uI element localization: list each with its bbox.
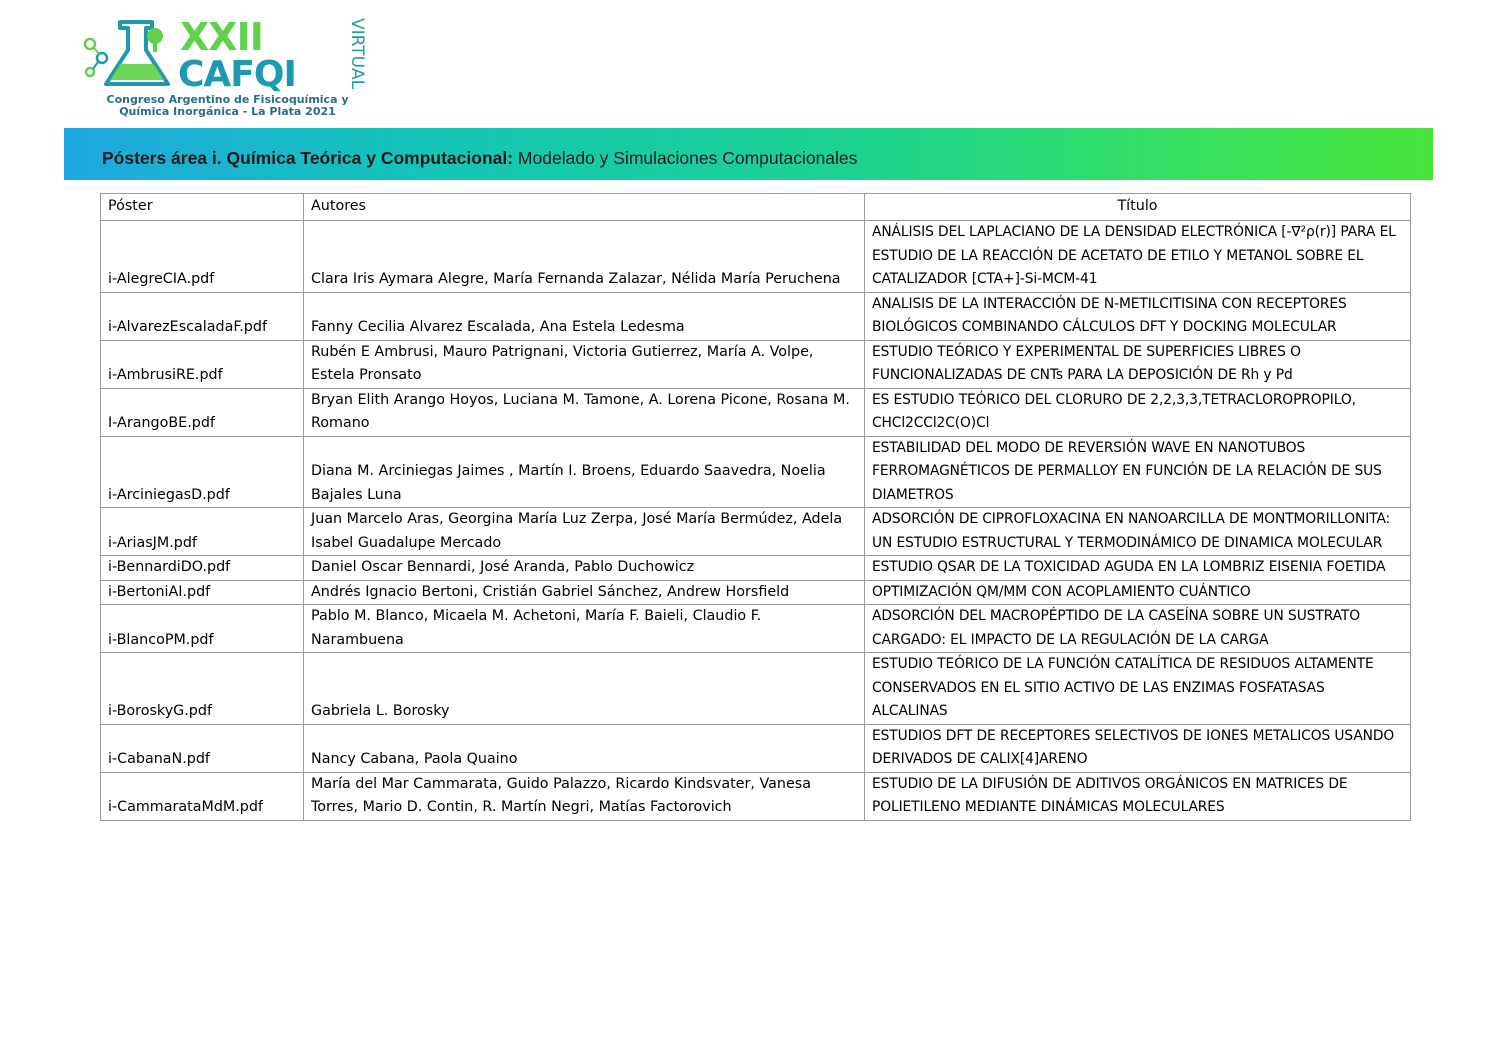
poster-authors: Clara Iris Aymara Alegre, María Fernanda Zalazar, Nélida María Peruchena bbox=[304, 221, 865, 293]
poster-title: ANALISIS DE LA INTERACCIÓN DE N-METILCITISINA CON RECEPTORES BIOLÓGICOS COMBINANDO CÁLCULOS DFT Y DOCKING MOLECULAR bbox=[865, 292, 1411, 340]
table-row bbox=[101, 605, 1411, 653]
section-title-bold: Pósters área i. Química Teórica y Computacional: bbox=[102, 148, 514, 168]
poster-title: ES ESTUDIO TEÓRICO DEL CLORURO DE 2,2,3,3,TETRACLOROPROPILO, CHCl2CCl2C(O)Cl bbox=[865, 388, 1411, 436]
poster-file-link[interactable]: i-AmbrusiRE.pdf bbox=[101, 340, 304, 388]
molecule-node bbox=[86, 68, 94, 76]
table-row bbox=[101, 508, 1411, 556]
flask-logo-icon bbox=[80, 14, 380, 94]
table-row bbox=[101, 772, 1411, 820]
event-subtitle bbox=[80, 94, 375, 118]
poster-authors: Fanny Cecilia Alvarez Escalada, Ana Estela Ledesma bbox=[304, 292, 865, 340]
molecule-node bbox=[85, 39, 95, 49]
poster-authors: Diana M. Arciniegas Jaimes , Martín I. Broens, Eduardo Saavedra, Noelia Bajales Luna bbox=[304, 436, 865, 508]
event-subtitle-line: Química Inorgánica - La Plata 2021 bbox=[119, 105, 336, 118]
header-authors: Autores bbox=[304, 194, 865, 221]
poster-file-link[interactable]: I-ArangoBE.pdf bbox=[101, 388, 304, 436]
poster-title: OPTIMIZACIÓN QM/MM CON ACOPLAMIENTO CUÁNTICO bbox=[865, 580, 1411, 605]
poster-file-link[interactable]: i-BlancoPM.pdf bbox=[101, 605, 304, 653]
poster-title: ANÁLISIS DEL LAPLACIANO DE LA DENSIDAD ELECTRÓNICA [-∇²ρ(r)] PARA EL ESTUDIO DE LA REACCIÓN DE ACETATO DE ETILO Y METANOL SOBRE EL CATALIZADOR [CTA+]-Si-MCM-41 bbox=[865, 221, 1411, 293]
poster-title: ESTUDIO QSAR DE LA TOXICIDAD AGUDA EN LA LOMBRIZ EISENIA FOETIDA bbox=[865, 556, 1411, 581]
poster-file-link[interactable]: i-AlvarezEscaladaF.pdf bbox=[101, 292, 304, 340]
poster-authors: Daniel Oscar Bennardi, José Aranda, Pablo Duchowicz bbox=[304, 556, 865, 581]
table-row bbox=[101, 724, 1411, 772]
header-poster: Póster bbox=[101, 194, 304, 221]
header-title: Título bbox=[865, 194, 1411, 221]
roman-numeral: XXII bbox=[180, 15, 263, 59]
posters-table bbox=[100, 193, 1411, 821]
poster-authors: Bryan Elith Arango Hoyos, Luciana M. Tamone, A. Lorena Picone, Rosana M. Romano bbox=[304, 388, 865, 436]
poster-title: ESTUDIOS DFT DE RECEPTORES SELECTIVOS DE IONES METALICOS USANDO DERIVADOS DE CALIX[4]ARENO bbox=[865, 724, 1411, 772]
poster-file-link[interactable]: i-CammarataMdM.pdf bbox=[101, 772, 304, 820]
event-name: CAFQI bbox=[178, 54, 296, 94]
table-row bbox=[101, 580, 1411, 605]
poster-authors: Gabriela L. Borosky bbox=[304, 653, 865, 725]
section-banner bbox=[64, 128, 1433, 180]
table-row bbox=[101, 388, 1411, 436]
poster-file-link[interactable]: i-BoroskyG.pdf bbox=[101, 653, 304, 725]
poster-file-link[interactable]: i-BennardiDO.pdf bbox=[101, 556, 304, 581]
poster-authors: María del Mar Cammarata, Guido Palazzo, Ricardo Kindsvater, Vanesa Torres, Mario D. Contin, R. Martín Negri, Matías Factorovich bbox=[304, 772, 865, 820]
poster-authors: Nancy Cabana, Paola Quaino bbox=[304, 724, 865, 772]
poster-authors: Andrés Ignacio Bertoni, Cristián Gabriel Sánchez, Andrew Horsfield bbox=[304, 580, 865, 605]
poster-authors: Pablo M. Blanco, Micaela M. Achetoni, María F. Baieli, Claudio F. Narambuena bbox=[304, 605, 865, 653]
poster-title: ESTUDIO TEÓRICO DE LA FUNCIÓN CATALÍTICA DE RESIDUOS ALTAMENTE CONSERVADOS EN EL SITIO ACTIVO DE LAS ENZIMAS FOSFATASAS ALCALINAS bbox=[865, 653, 1411, 725]
molecule-node bbox=[97, 53, 107, 63]
poster-title: ADSORCIÓN DEL MACROPÉPTIDO DE LA CASEÍNA SOBRE UN SUSTRATO CARGADO: EL IMPACTO DE LA REGULACIÓN DE LA CARGA bbox=[865, 605, 1411, 653]
table-row bbox=[101, 436, 1411, 508]
poster-title: ESTUDIO TEÓRICO Y EXPERIMENTAL DE SUPERFICIES LIBRES O FUNCIONALIZADAS DE CNTs PARA LA DEPOSICIÓN DE Rh y Pd bbox=[865, 340, 1411, 388]
table-row bbox=[101, 556, 1411, 581]
section-title bbox=[102, 148, 857, 169]
poster-title: ESTABILIDAD DEL MODO DE REVERSIÓN WAVE EN NANOTUBOS FERROMAGNÉTICOS DE PERMALLOY EN FUNCIÓN DE LA RELACIÓN DE SUS DIAMETROS bbox=[865, 436, 1411, 508]
poster-title: ESTUDIO DE LA DIFUSIÓN DE ADITIVOS ORGÁNICOS EN MATRICES DE POLIETILENO MEDIANTE DINÁMICAS MOLECULARES bbox=[865, 772, 1411, 820]
section-title-rest: Modelado y Simulaciones Computacionales bbox=[513, 148, 858, 168]
poster-file-link[interactable]: i-ArciniegasD.pdf bbox=[101, 436, 304, 508]
event-logo bbox=[80, 14, 380, 124]
table-row bbox=[101, 653, 1411, 725]
table-row bbox=[101, 340, 1411, 388]
table-header-row bbox=[101, 194, 1411, 221]
poster-file-link[interactable]: i-AriasJM.pdf bbox=[101, 508, 304, 556]
poster-title: ADSORCIÓN DE CIPROFLOXACINA EN NANOARCILLA DE MONTMORILLONITA: UN ESTUDIO ESTRUCTURAL Y TERMODINÁMICO DE DINAMICA MOLECULAR bbox=[865, 508, 1411, 556]
event-subtitle-line: Congreso Argentino de Fisicoquímica y bbox=[106, 93, 349, 106]
table-row bbox=[101, 221, 1411, 293]
poster-file-link[interactable]: i-CabanaN.pdf bbox=[101, 724, 304, 772]
virtual-label: VIRTUAL bbox=[347, 18, 367, 90]
table-row bbox=[101, 292, 1411, 340]
poster-file-link[interactable]: i-BertoniAI.pdf bbox=[101, 580, 304, 605]
poster-file-link[interactable]: i-AlegreCIA.pdf bbox=[101, 221, 304, 293]
poster-authors: Juan Marcelo Aras, Georgina María Luz Zerpa, José María Bermúdez, Adela Isabel Guadalupe Mercado bbox=[304, 508, 865, 556]
poster-authors: Rubén E Ambrusi, Mauro Patrignani, Victoria Gutierrez, María A. Volpe, Estela Pronsato bbox=[304, 340, 865, 388]
